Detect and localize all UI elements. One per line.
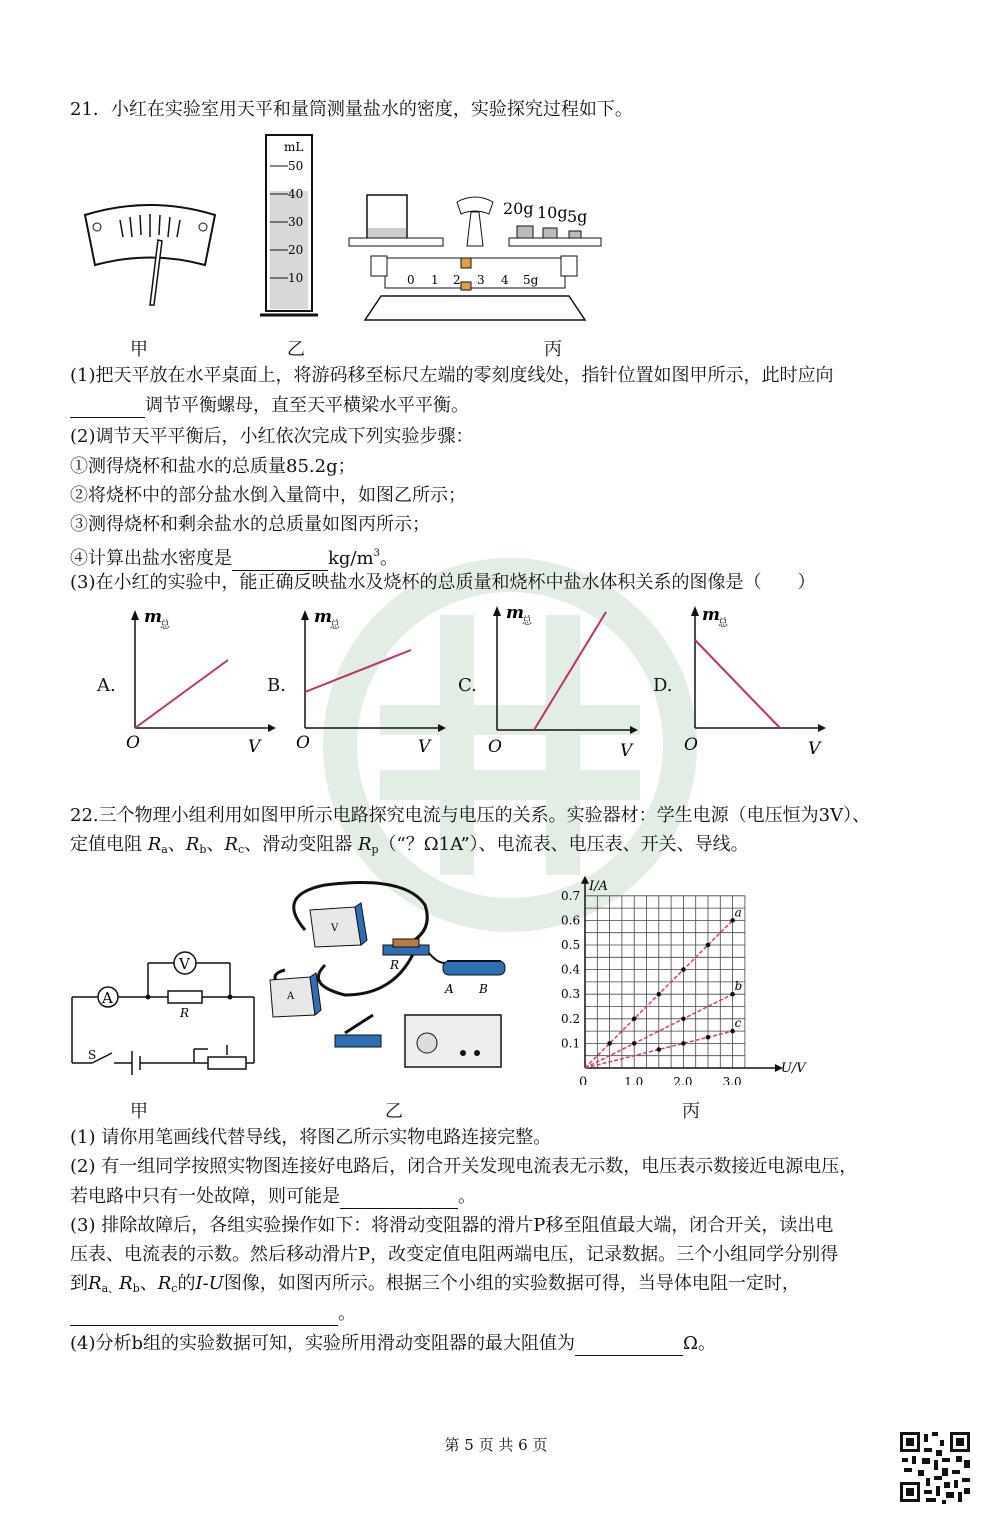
svg-text:B: B [479,982,488,996]
y-tick-label: 0.5 [561,938,581,952]
y-tick-label: 0.4 [561,962,581,977]
x-tick-label: 1.0 [624,1075,644,1085]
balance-pointer-dial [80,195,220,315]
fig-label-yi: 乙 [287,339,305,360]
y-axis-label: I/A [589,878,608,894]
q22-part3b: 压表、电流表的示数。然后移动滑片P，改变定值电阻两端电压，记录数据。三个小组同学分别得 [70,1244,839,1265]
answer-blank[interactable] [232,550,328,571]
q21-step4: ④计算出盐水密度是 $kg/m^3$。 [70,548,398,569]
option-c-graph[interactable] [482,600,642,760]
switch-label: S [88,1048,97,1062]
cylinder-tick: 40 [288,187,304,201]
fig-label-bing: 丙 [682,1101,700,1122]
y-tick-label: 0.7 [561,888,581,903]
data-point-a [706,943,711,948]
q22-part3d: 。 [70,1302,356,1326]
fig-label-yi: 乙 [385,1101,403,1122]
y-axis-arrow [581,876,589,884]
data-point-c [681,1041,686,1046]
y-tick-label: 0.1 [561,1036,581,1051]
scale-tick: 3 [477,273,485,287]
page-footer: 第 5 页 共 6 页 [444,1436,548,1454]
option-a-label: A. [97,675,116,696]
voltmeter-symbol: V [179,955,190,973]
data-point-a [607,1041,612,1046]
series-label-a: a [734,905,742,920]
iu-graph [555,870,815,1085]
cylinder-tick: 10 [288,271,304,285]
cylinder-tick: 30 [288,215,304,229]
data-point-a [657,992,662,997]
option-c-label: C. [458,675,477,696]
option-d-label: D. [653,675,673,696]
weight-5g: 5g [567,207,588,226]
q22-part1: (1) 请你用笔画线代替导线，将图乙所示实物电路连接完整。 [70,1127,552,1148]
y-tick-label: 0.6 [561,913,581,928]
q21-part2: (2)调节天平平衡后，小红依次完成下列实验步骤： [70,426,474,447]
svg-text:m: m [314,607,332,627]
svg-text:A: A [287,991,295,1002]
qr-code [898,1430,972,1504]
svg-text:m: m [506,603,524,623]
svg-text:总: 总 [160,620,170,631]
option-b-graph[interactable] [290,600,450,760]
q21-part1b: 调节平衡螺母，直至天平横梁水平平衡。 [70,394,469,418]
cylinder-unit: mL [284,140,304,154]
q22-line2: 定值电阻 $R_a$、$R_b$、$R_c$、滑动变阻器 $R_p(“$？Ω1A”）、电流表、电压表、开关、导线。 [70,834,749,856]
svg-text:O: O [296,733,310,753]
option-b-label: B. [267,675,286,696]
q21-step1: ①测得烧杯和盐水的总质量85.2g； [70,456,356,477]
option-a-graph[interactable] [120,600,280,760]
cylinder-tick: 50 [288,159,304,173]
svg-text:V: V [808,739,821,759]
data-point-b [681,1017,686,1022]
real-circuit-photo [265,875,525,1075]
svg-text:m: m [144,607,162,627]
weight-20g: 20g [503,199,534,218]
svg-text:总: 总 [718,618,728,629]
answer-blank[interactable] [575,1335,683,1356]
q22-part3a: (3) 排除故障后，各组实验操作如下：将滑动变阻器的滑片P移至阻值最大端，闭合开关，读出电 [70,1215,834,1236]
scale-tick: 1 [431,273,439,287]
balance-scale [345,190,605,325]
data-point-b [632,1041,637,1046]
data-point-c [706,1035,711,1040]
svg-text:m: m [702,605,720,625]
svg-text:总: 总 [330,620,340,631]
fig-label-jia: 甲 [130,339,148,360]
svg-text:O: O [488,737,502,757]
svg-text:R: R [390,958,400,972]
scale-tick: 5g [523,273,539,287]
q22-part2a: (2) 有一组同学按照实物图连接好电路后，闭合开关发现电流表无示数，电压表示数接近电源电压， [70,1156,858,1177]
weight-10g: 10g [537,203,568,222]
data-point-a [632,1017,637,1022]
q21-step2: ②将烧杯中的部分盐水倒入量筒中，如图乙所示； [70,485,466,506]
q21-step3: ③测得烧杯和剩余盐水的总质量如图丙所示； [70,514,430,535]
scale-tick: 0 [407,273,415,287]
data-point-c [657,1047,662,1052]
answer-blank[interactable] [70,1305,338,1326]
q21-title: 21．小红在实验室用天平和量筒测量盐水的密度，实验探究过程如下。 [70,99,633,120]
q22-line1: 22.三个物理小组利用如图甲所示电路探究电流与电压的关系。实验器材：学生电源（电压恒为3V）、 [70,805,871,826]
q21-part1a: (1)把天平放在水平桌面上，将游码移至标尺左端的零刻度线处，指针位置如图甲所示，此时应向 [70,365,834,386]
cylinder-tick: 20 [288,243,304,257]
q22-part3c: 到$R_{a、}R_b$、$R_c$的I-U图像，如图丙所示。根据三个小组的实验数据可得，当导体电阻一定时， [70,1273,800,1295]
ammeter-symbol: A [102,989,113,1007]
svg-text:V: V [418,737,431,757]
q21-part3: (3)在小红的实验中，能正确反映盐水及烧杯的总质量和烧杯中盐水体积关系的图像是（ ） [70,572,816,593]
x-tick-label: 2.0 [673,1075,693,1085]
series-label-c: c [734,1016,742,1031]
fig-label-jia: 甲 [130,1101,148,1122]
svg-text:V: V [331,923,339,934]
q22-part2b: 若电路中只有一处故障，则可能是 。 [70,1186,476,1207]
answer-blank[interactable] [340,1188,458,1209]
answer-blank[interactable] [70,397,145,418]
option-d-graph[interactable] [680,600,840,760]
svg-text:A: A [445,982,454,996]
origin-label: 0 [579,1075,588,1085]
svg-text:O: O [126,733,140,753]
y-tick-label: 0.2 [561,1011,581,1026]
svg-text:总: 总 [522,616,532,627]
graduated-cylinder [258,133,322,323]
resistor-label: R [180,1006,190,1020]
fig-label-bing: 丙 [544,339,562,360]
series-label-b: b [734,979,743,994]
svg-text:V: V [620,741,633,760]
circuit-diagram [68,945,260,1075]
y-tick-label: 0.3 [561,987,581,1002]
x-tick-label: 3.0 [722,1075,742,1085]
q22-part4: (4)分析b组的实验数据可知，实验所用滑动变阻器的最大阻值为 Ω。 [70,1333,716,1354]
data-point-a [681,967,686,972]
x-axis-label: U/V [780,1061,806,1076]
scale-tick: 2 [453,273,461,287]
svg-text:O: O [684,735,698,755]
svg-text:V: V [248,737,261,757]
scale-tick: 4 [501,273,509,287]
